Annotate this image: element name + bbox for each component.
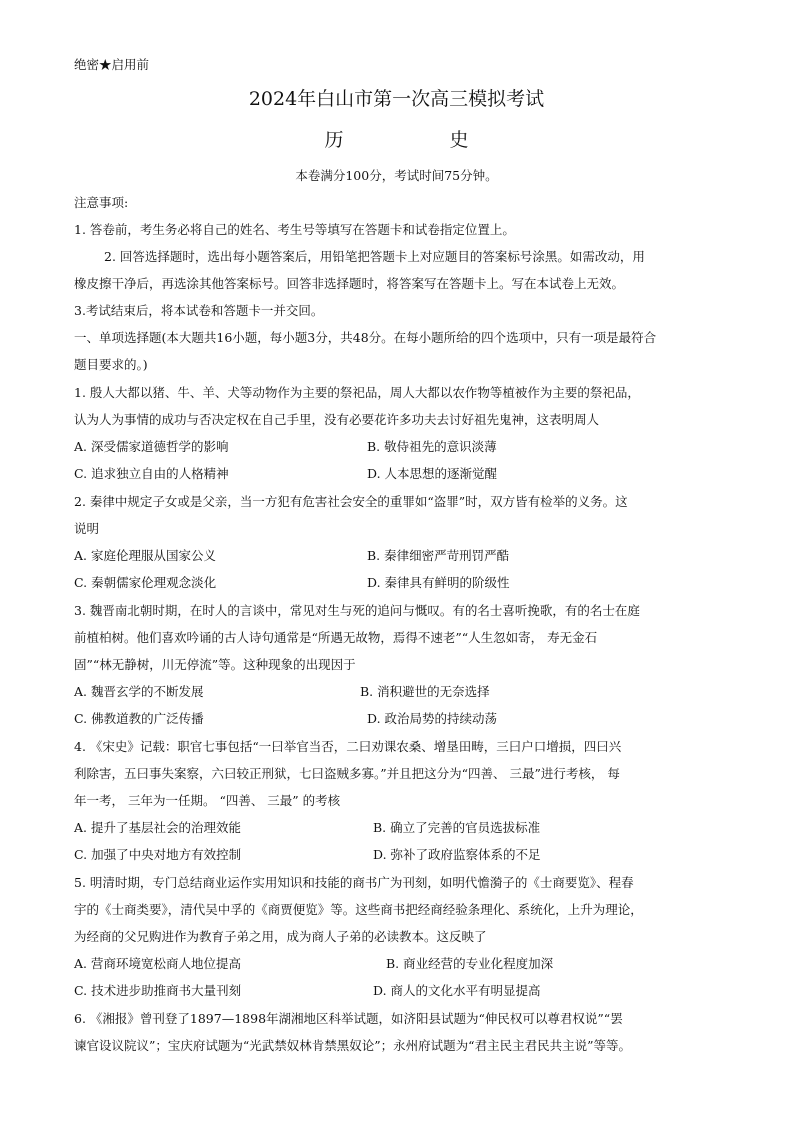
notice-item-2-line-2: 橡皮擦干净后，再选涂其他答案标号。回答非选择题时，将答案写在答题卡上。写在本试卷上无效。 [74,276,625,291]
q3-option-c: C. 佛教道教的广泛传播 [74,711,204,726]
q4-stem-line-2: 利除害，五曰事失案察，六曰较正刑狱，七曰盗贼多寡。”并且把这分为“四善、 三最”进行考核， 每 [74,766,620,781]
section-heading-line-1: 一、单项选择题(本大题共16小题，每小题3分，共48分。在每小题所给的四个选项中，只有一项是最符合 [74,330,657,345]
q3-stem-line-3: 固”“林无静树，川无停流”等。这种现象的出现因于 [74,657,356,672]
q3-option-d: D. 政治局势的持续动荡 [367,711,498,726]
q5-option-d: D. 商人的文化水平有明显提高 [373,983,541,998]
notice-item-3: 3.考试结束后，将本试卷和答题卡一并交回。 [74,303,324,318]
q2-option-d: D. 秦律具有鲜明的阶级性 [367,575,510,590]
q2-option-c: C. 秦朝儒家伦理观念淡化 [74,575,217,590]
q2-option-a: A. 家庭伦理服从国家公义 [74,548,216,563]
q2-stem-line-2: 说明 [74,521,100,536]
q1-option-d: D. 人本思想的逐渐觉醒 [367,466,498,481]
q4-option-a: A. 提升了基层社会的治理效能 [74,820,241,835]
q5-option-c: C. 技术进步助推商书大量刊刻 [74,983,242,998]
q1-option-b: B. 敬侍祖先的意识淡薄 [367,439,497,454]
q1-stem-line-2: 认为人为事情的成功与否决定权在自己手里，没有必要花许多功夫去讨好祖先鬼神，这表明周人 [74,412,600,427]
exam-title: 2024年白山市第一次高三模拟考试 [248,88,545,110]
q3-option-b: B. 消积避世的无奈选择 [360,684,490,699]
q4-option-d: D. 弥补了政府监察体系的不足 [373,847,541,862]
q3-option-a: A. 魏晋玄学的不断发展 [74,684,204,699]
notice-heading: 注意事项: [74,195,129,210]
section-heading-line-2: 题目要求的。) [74,357,148,372]
q5-stem-line-3: 为经商的父兄购进作为教育子弟之用，成为商人子弟的必读教本。这反映了 [74,929,487,944]
notice-item-1: 1. 答卷前，考生务必将自己的姓名、考生号等填写在答题卡和试卷指定位置上。 [74,222,515,237]
q5-option-a: A. 营商环境宽松商人地位提高 [74,956,241,971]
q1-option-a: A. 深受儒家道德哲学的影响 [74,439,229,454]
subject-title: 历 史 [324,129,519,151]
q4-stem-line-3: 年一考， 三年为一任期。 “四善、 三最” 的考核 [74,793,341,808]
q6-stem-line-1: 6. 《湘报》曾刊登了1897—1898年湖湘地区科举试题，如济阳县试题为“伸民权可以尊君权说”“罢 [74,1011,623,1026]
q2-option-b: B. 秦律细密严苛刑罚严酷 [367,548,510,563]
secret-mark: 绝密★启用前 [74,57,150,72]
q4-option-c: C. 加强了中央对地方有效控制 [74,847,242,862]
q1-option-c: C. 追求独立自由的人格精神 [74,466,229,481]
q3-stem-line-1: 3. 魏晋南北朝时期，在时人的言谈中，常见对生与死的追问与慨叹。有的名士喜听挽歌，有的名士在庭 [74,603,640,618]
q5-stem-line-2: 宇的《士商类要》，清代吴中孚的《商贾便览》等。这些商书把经商经验条理化、系统化，上升为理论， [74,902,643,917]
q6-stem-line-2: 谏官设议院议”；宝庆府试题为“光武禁奴林肯禁黑奴论”；永州府试题为“君主民主君民共主说”等等。 [74,1038,631,1053]
exam-meta: 本卷满分100分，考试时间75分钟。 [295,168,498,183]
q3-stem-line-2: 前植柏树。他们喜欢吟诵的古人诗句通常是“所遇无故物，焉得不速老”“人生忽如寄， 寿无金石 [74,630,598,645]
q5-stem-line-1: 5. 明清时期，专门总结商业运作实用知识和技能的商书广为刊刻，如明代憺漪子的《士商要览》、程春 [74,875,634,890]
q4-stem-line-1: 4. 《宋史》记载：职官七事包括“一曰举官当否，二曰劝课农桑、增垦田畴，三曰户口增损，四曰兴 [74,739,622,754]
notice-item-2-line-1: 2. 回答选择题时，选出每小题答案后，用铅笔把答题卡上对应题目的答案标号涂黑。如需改动，用 [104,249,645,264]
q5-option-b: B. 商业经营的专业化程度加深 [386,956,554,971]
q4-option-b: B. 确立了完善的官员选拔标准 [373,820,541,835]
q1-stem-line-1: 1. 殷人大都以猪、牛、羊、犬等动物作为主要的祭祀品，周人大都以农作物等植被作为主要的祭祀品， [74,385,640,400]
q2-stem-line-1: 2. 秦律中规定子女或是父亲，当一方犯有危害社会安全的重罪如“盗罪”时，双方皆有检举的义务。这 [74,494,628,509]
